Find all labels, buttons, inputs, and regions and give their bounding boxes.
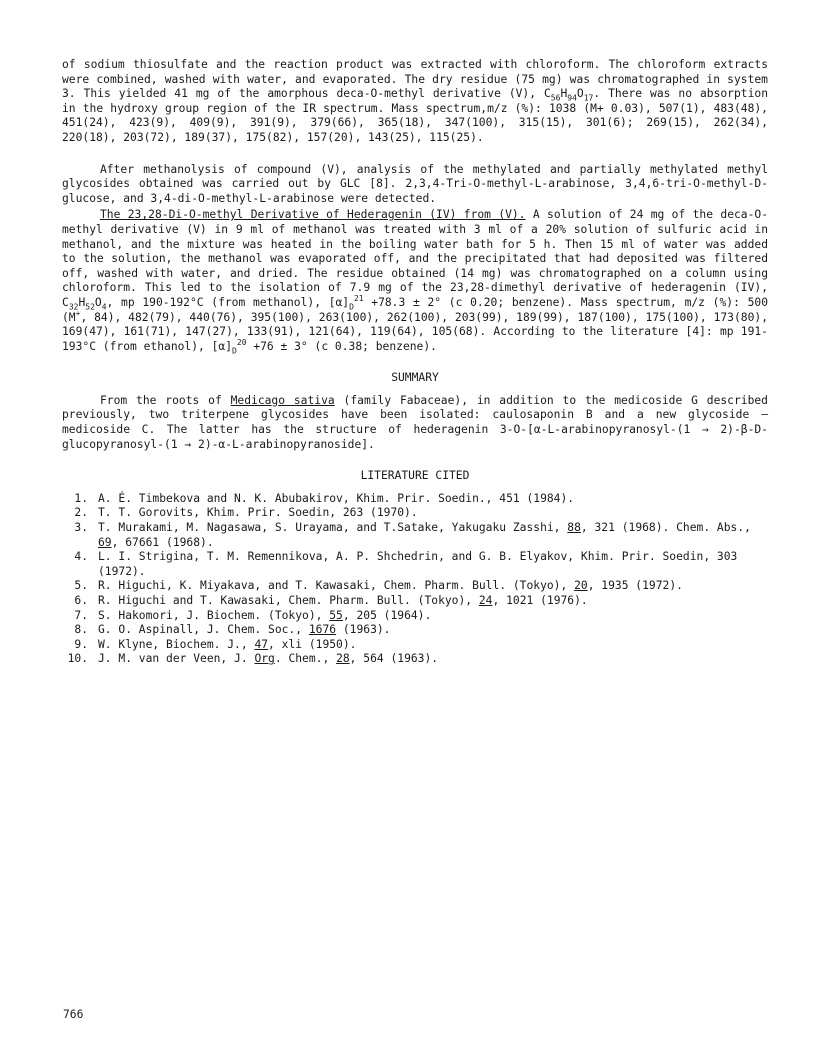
reference-text: W. Klyne, Biochem. J., 47, xli (1950). [98, 637, 357, 651]
summary-text: From the roots of Medicago sativa (family Fabaceae), in addition to the medicoside G described previously, two triterpene glycosides have been isolated: caulosaponin B and a new glycoside – medicoside C. The latter has the structure of hederagenin 3-O-[α-L-arabinopyranosyl-(1 → 2)-β-D-glucopyranosyl-(1 → 2)-α-L-arabinopyranoside]. [62, 393, 768, 451]
literature-heading: LITERATURE CITED [360, 469, 470, 483]
reference-number: 3. [74, 521, 88, 535]
reference-text: R. Higuchi, K. Miyakava, and T. Kawasaki, Chem. Pharm. Bull. (Tokyo), 20, 1935 (1972). [98, 579, 683, 593]
reference-number: 9. [74, 637, 88, 651]
page-number: 766 [63, 1008, 84, 1021]
paragraph-hederagenin-derivative: The 23,28-Di-O-methyl Derivative of Hederagenin (IV) from (V). A solution of 24 mg of the deca-O-methyl derivative (V) in 9 ml of methanol was treated with 3 ml of a 20% solution of sulfuric acid in methanol, and the mixture was heated in the boiling water bath for 5 h. Then 15 ml of water was added to the solution, the methanol was evaporated off, and the precipitated that had deposited was filtered off, washed with water, and dried. The residue obtained (14 mg) was chromatographed on a column using chloroform. This led to the isolation of 7.9 mg of the 23,28-dimethyl derivative of hederagenin (IV), $C_{32}H_{52}O_4$, mp 190-192°C (from methanol), $[\alpha]_D^{21} +78.3 \pm 2^\circ$ (c 0.20; benzene). Mass spectrum, m/z (%): 500 (M+, 84), 482(79), 440(76), 395(100), 263(100), 262(100), 203(99), 189(99), 187(100), 175(100), 173(80), 169(47), 161(71), 147(27), 133(91), 121(64), 119(64), 105(68). According to the literature [4]: mp 191-193°C (from ethanol), $[\alpha]_D^{20} +76 \pm 3^\circ$ (c 0.38; benzene). [62, 208, 769, 355]
reference-text: S. Hakomori, J. Biochem. (Tokyo), 55, 205 (1964). [98, 608, 432, 622]
reference-item [62, 652, 768, 667]
reference-number: 7. [74, 608, 88, 622]
reference-text: J. M. van der Veen, J. Org. Chem., 28, 564 (1963). [98, 652, 439, 666]
reference-item [62, 521, 768, 550]
reference-number: 2. [74, 506, 88, 520]
reference-item [62, 506, 768, 521]
reference-text: L. I. Strigina, T. M. Remennikova, A. P. Shchedrin, and G. B. Elyakov, Khim. Prir. Soedin, 303 (1972). [98, 550, 738, 578]
reference-number: 6. [74, 594, 88, 607]
paragraph-methanolysis: After methanolysis of compound (V), analysis of the methylated and partially methylated methyl glycosides obtained was carried out by GLC [8]. 2,3,4-Tri-O-methyl-L-arabinose, 3,4,6-tri-O-methyl-D-glucose, and 3,4-di-O-methyl-L-arabinose were detected. [62, 162, 768, 205]
reference-number: 10. [67, 652, 88, 666]
summary-heading: SUMMARY [391, 371, 439, 385]
reference-number: 1. [74, 491, 88, 505]
reference-number: 5. [74, 579, 88, 593]
reference-text: T. T. Gorovits, Khim. Prir. Soedin, 263 (1970). [98, 506, 418, 520]
reference-text: A. É. Timbekova and N. K. Abubakirov, Khim. Prir. Soedin., 451 (1984). [98, 491, 575, 505]
reference-number: 8. [74, 623, 88, 637]
reference-text: G. O. Aspinall, J. Chem. Soc., 1676 (1963). [98, 623, 391, 637]
reference-item [62, 638, 768, 653]
section-title: The 23,28-Di-O-methyl Derivative of Hederagenin (IV) from (V). [100, 208, 526, 222]
reference-list [62, 492, 768, 667]
reference-item [62, 579, 768, 594]
reference-item [62, 609, 768, 624]
reference-item [62, 623, 768, 638]
reference-item [62, 594, 768, 609]
reference-item [62, 492, 768, 507]
page-body [62, 58, 768, 667]
reference-number: 4. [74, 550, 88, 564]
reference-text: T. Murakami, M. Nagasawa, S. Urayama, and T.Satake, Yakugaku Zasshi, 88, 321 (1968). Chem. Abs., 69, 67661 (1968). [98, 521, 751, 549]
paragraph-experimental-continued: of sodium thiosulfate and the reaction product was extracted with chloroform. The chloroform extracts were combined, washed with water, and evaporated. The dry residue (75 mg) was chromatographed in system 3. This yielded 41 mg of the amorphous deca-O-methyl derivative (V), $C_{56}H_{94}O_{17}$. There was no absorption in the hydroxy group region of the IR spectrum. Mass spectrum,m/z (%): 1038 (M+ 0.03), 507(1), 483(48), 451(24), 423(9), 409(9), 391(9), 379(66), 365(18), 347(100), 315(15), 301(6); 269(15), 262(34), 220(18), 203(72), 189(37), 175(82), 157(20), 143(25), 115(25). [62, 58, 768, 144]
species-name: Medicago sativa [230, 393, 335, 407]
reference-text: R. Higuchi and T. Kawasaki, Chem. Pharm. Bull. (Tokyo), 24, 1021 (1976). [98, 594, 588, 607]
reference-item [62, 550, 768, 579]
